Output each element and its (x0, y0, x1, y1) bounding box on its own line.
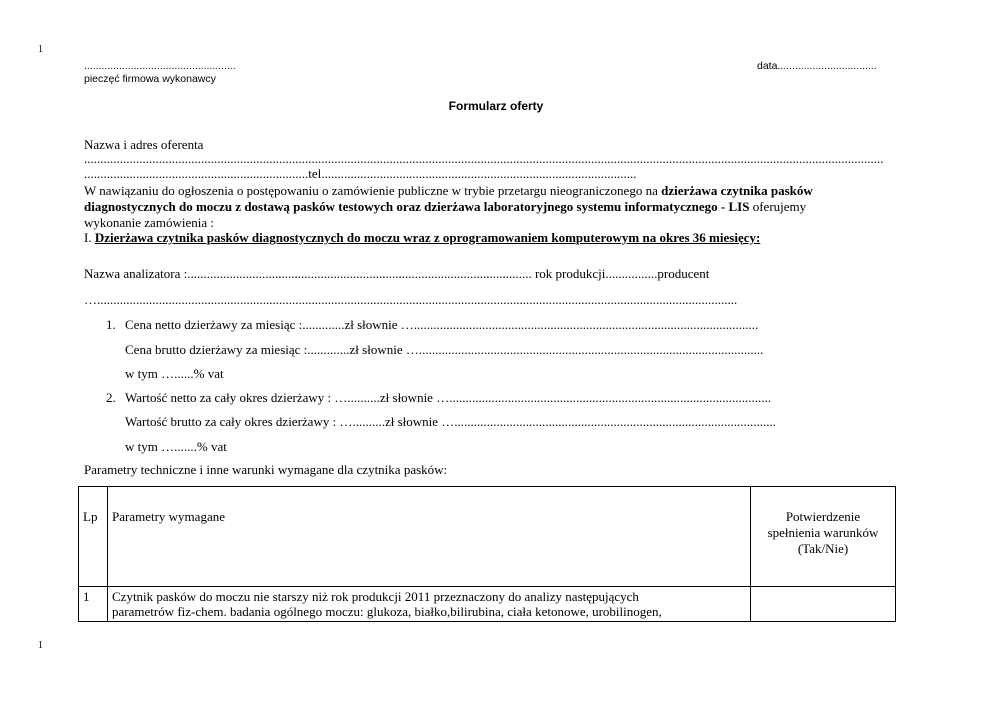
item-1-net-price: Cena netto dzierżawy za miesiąc :.............zł słownie ….......................................................................................................... (125, 317, 759, 332)
analyzer-dots-line: …..................................................................................................................................................................................................... (84, 292, 738, 307)
item-1-vat: w tym …......% vat (125, 366, 224, 381)
page-mark-top: 1 (38, 44, 43, 55)
params-intro: Parametry techniczne i inne warunki wymagane dla czytnika pasków: (84, 462, 448, 477)
row-1-lp: 1 (79, 587, 108, 622)
header-lp: Lp (79, 487, 108, 587)
row-1-text-2: parametrów fiz-chem. badania ogólnego moczu: glukoza, białko,bilirubina, ciała ketonowe, urobilinogen, (112, 604, 662, 619)
item-1-number: 1. (106, 317, 116, 332)
bidder-label: Nazwa i adres oferenta (84, 137, 204, 152)
section-1-prefix: I. (84, 230, 95, 245)
section-1-heading (84, 230, 760, 246)
intro-line-3: wykonanie zamówienia : (84, 215, 214, 230)
intro-offer-text: oferujemy (749, 199, 807, 214)
page-mark-bottom: 1 (38, 640, 43, 651)
row-1-text-1: Czytnik pasków do moczu nie starszy niż rok produkcji 2011 przeznaczony do analizy następujących (112, 589, 639, 604)
stamp-label: pieczęć firmowa wykonawcy (84, 73, 216, 85)
intro-subject-1: dzierżawa czytnika pasków (661, 183, 813, 198)
item-1-gross-price: Cena brutto dzierżawy za miesiąc :.............zł słownie ….......................................................................................................... (125, 342, 764, 357)
item-2-gross-value: Wartość brutto za cały okres dzierżawy : …..........zł słownie …................................................................................................... (125, 414, 777, 429)
intro-subject-2: diagnostycznych do moczu z dostawą pasków testowych oraz dzierżawa laboratoryjnego systemu informatycznego - LIS (84, 199, 750, 214)
item-2-number: 2. (106, 390, 116, 405)
header-confirm-line-1: Potwierdzenie (785, 509, 861, 524)
intro-line-1 (84, 183, 813, 199)
intro-text: W nawiązaniu do ogłoszenia o postępowaniu o zamówienie publiczne w trybie przetargu nieograniczonego na (84, 183, 662, 198)
table-header-row (79, 487, 896, 587)
bidder-name-line: ...................................................................................................................................................................................................................................................... (84, 151, 884, 166)
header-params: Parametry wymagane (108, 487, 751, 587)
analyzer-line: Nazwa analizatora :.......................................................................................................... rok produkcji................producent (84, 266, 710, 281)
intro-line-2 (84, 199, 806, 215)
item-2-vat: w tym ….......% vat (125, 439, 227, 454)
params-table (78, 486, 896, 622)
stamp-dots: .................................................... (84, 60, 236, 72)
header-confirm (751, 487, 896, 587)
date-field: data.................................. (757, 60, 877, 72)
header-confirm-line-2: spełnienia warunków (767, 525, 879, 540)
row-1-confirm[interactable] (751, 587, 896, 622)
table-row (79, 587, 896, 622)
item-2-net-value: Wartość netto za cały okres dzierżawy : …..........zł słownie …................................................................................................... (125, 390, 771, 405)
page-title: Formularz oferty (448, 99, 544, 113)
bidder-tel-line: .....................................................................tel................................................................................................. (84, 166, 637, 181)
row-1-text-wrap (112, 589, 750, 619)
header-confirm-line-3: (Tak/Nie) (797, 541, 849, 556)
row-1-params (108, 587, 751, 622)
section-1-title: Dzierżawa czytnika pasków diagnostycznych do moczu wraz z oprogramowaniem komputerowym na okres 36 miesięcy: (94, 230, 761, 245)
